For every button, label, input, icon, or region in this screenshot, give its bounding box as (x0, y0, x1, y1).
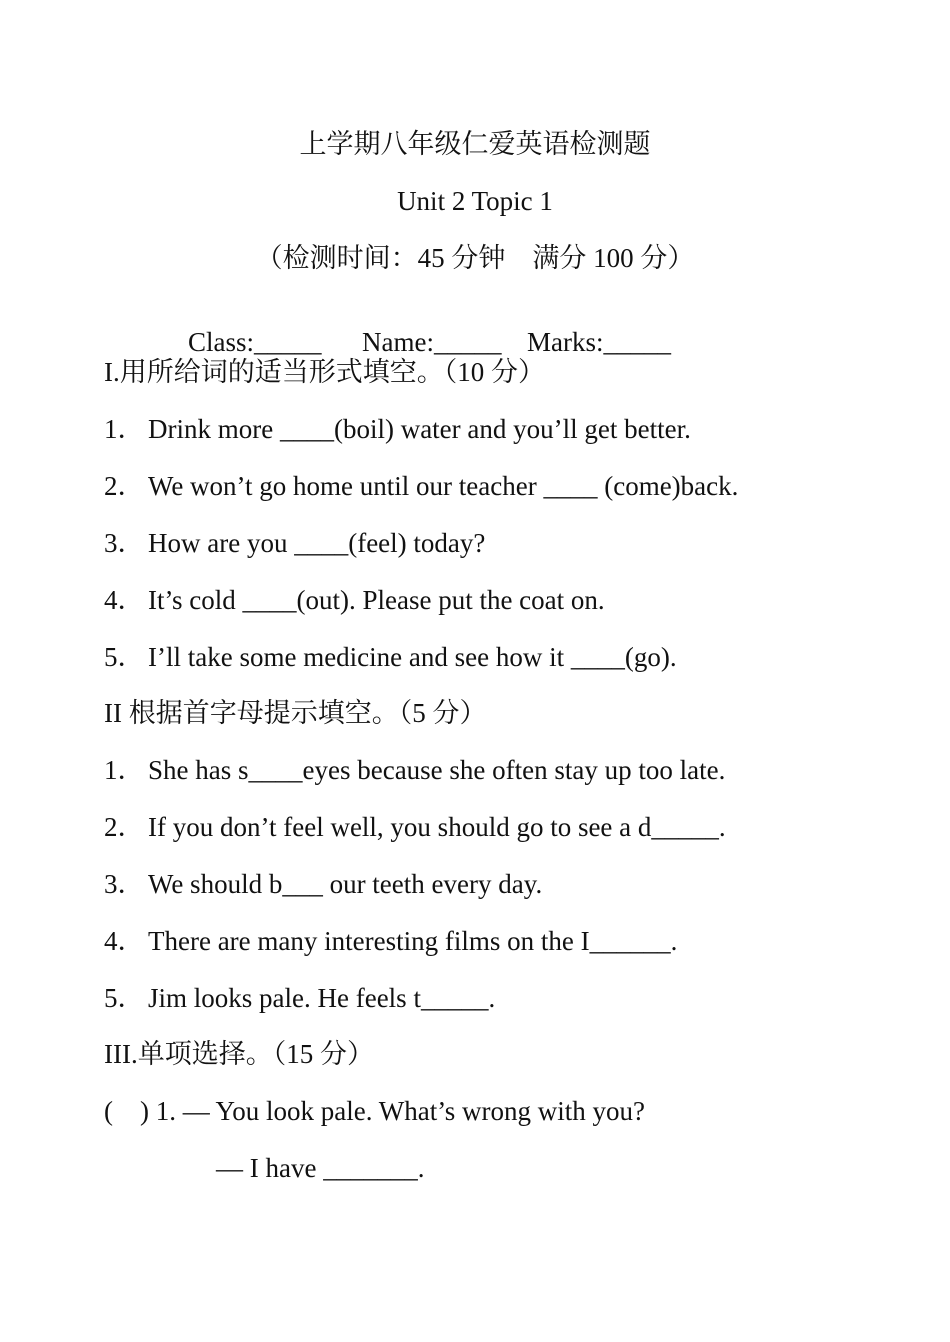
question-text: How are you ____(feel) today? (148, 528, 486, 558)
question-text: We won’t go home until our teacher ____ (come)back. (148, 471, 739, 501)
section-1-heading: I.用所给词的适当形式填空。（10 分） (104, 357, 545, 387)
question-text: Drink more ____(boil) water and you’ll get better. (148, 414, 691, 444)
question-number: 2． (104, 471, 145, 501)
question-item (104, 985, 495, 1012)
choice-answer-line: — I have _______. (216, 1153, 425, 1183)
question-text: We should b___ our teeth every day. (148, 869, 543, 899)
question-item (104, 587, 605, 614)
question-number: 5． (104, 642, 145, 672)
class-field: Class:_____ (188, 327, 322, 357)
question-number: 2． (104, 812, 145, 842)
question-text: She has s____eyes because she often stay up too late. (148, 755, 726, 785)
question-item (104, 814, 726, 841)
question-item (104, 644, 677, 671)
exam-subtitle: Unit 2 Topic 1 (397, 186, 553, 216)
question-item (104, 928, 677, 955)
question-number: 4． (104, 926, 145, 956)
question-item (104, 416, 691, 443)
exam-time-info: （检测时间：45 分钟 满分 100 分） (255, 243, 695, 273)
question-number: 3． (104, 869, 145, 899)
question-item (104, 757, 725, 784)
question-text: There are many interesting films on the I______. (148, 926, 678, 956)
question-text: I’ll take some medicine and see how it ____(go). (148, 642, 677, 672)
section-3-heading: III.单项选择。（15 分） (104, 1039, 374, 1069)
question-item (104, 530, 485, 557)
question-number: 3． (104, 528, 145, 558)
question-text: If you don’t feel well, you should go to see a d_____. (148, 812, 726, 842)
choice-question-line: ( ) 1. — You look pale. What’s wrong with you? (104, 1096, 645, 1126)
question-number: 5． (104, 983, 145, 1013)
question-item (104, 473, 738, 500)
name-field: Name:_____ (362, 327, 502, 357)
question-number: 1． (104, 414, 145, 444)
marks-field: Marks:_____ (527, 327, 671, 357)
question-text: It’s cold ____(out). Please put the coat on. (148, 585, 605, 615)
question-item (104, 871, 542, 898)
exam-title: 上学期八年级仁爱英语检测题 (299, 129, 651, 159)
section-2-heading: II 根据首字母提示填空。（5 分） (104, 698, 487, 728)
question-number: 4． (104, 585, 145, 615)
question-text: Jim looks pale. He feels t_____. (148, 983, 496, 1013)
question-number: 1． (104, 755, 145, 785)
